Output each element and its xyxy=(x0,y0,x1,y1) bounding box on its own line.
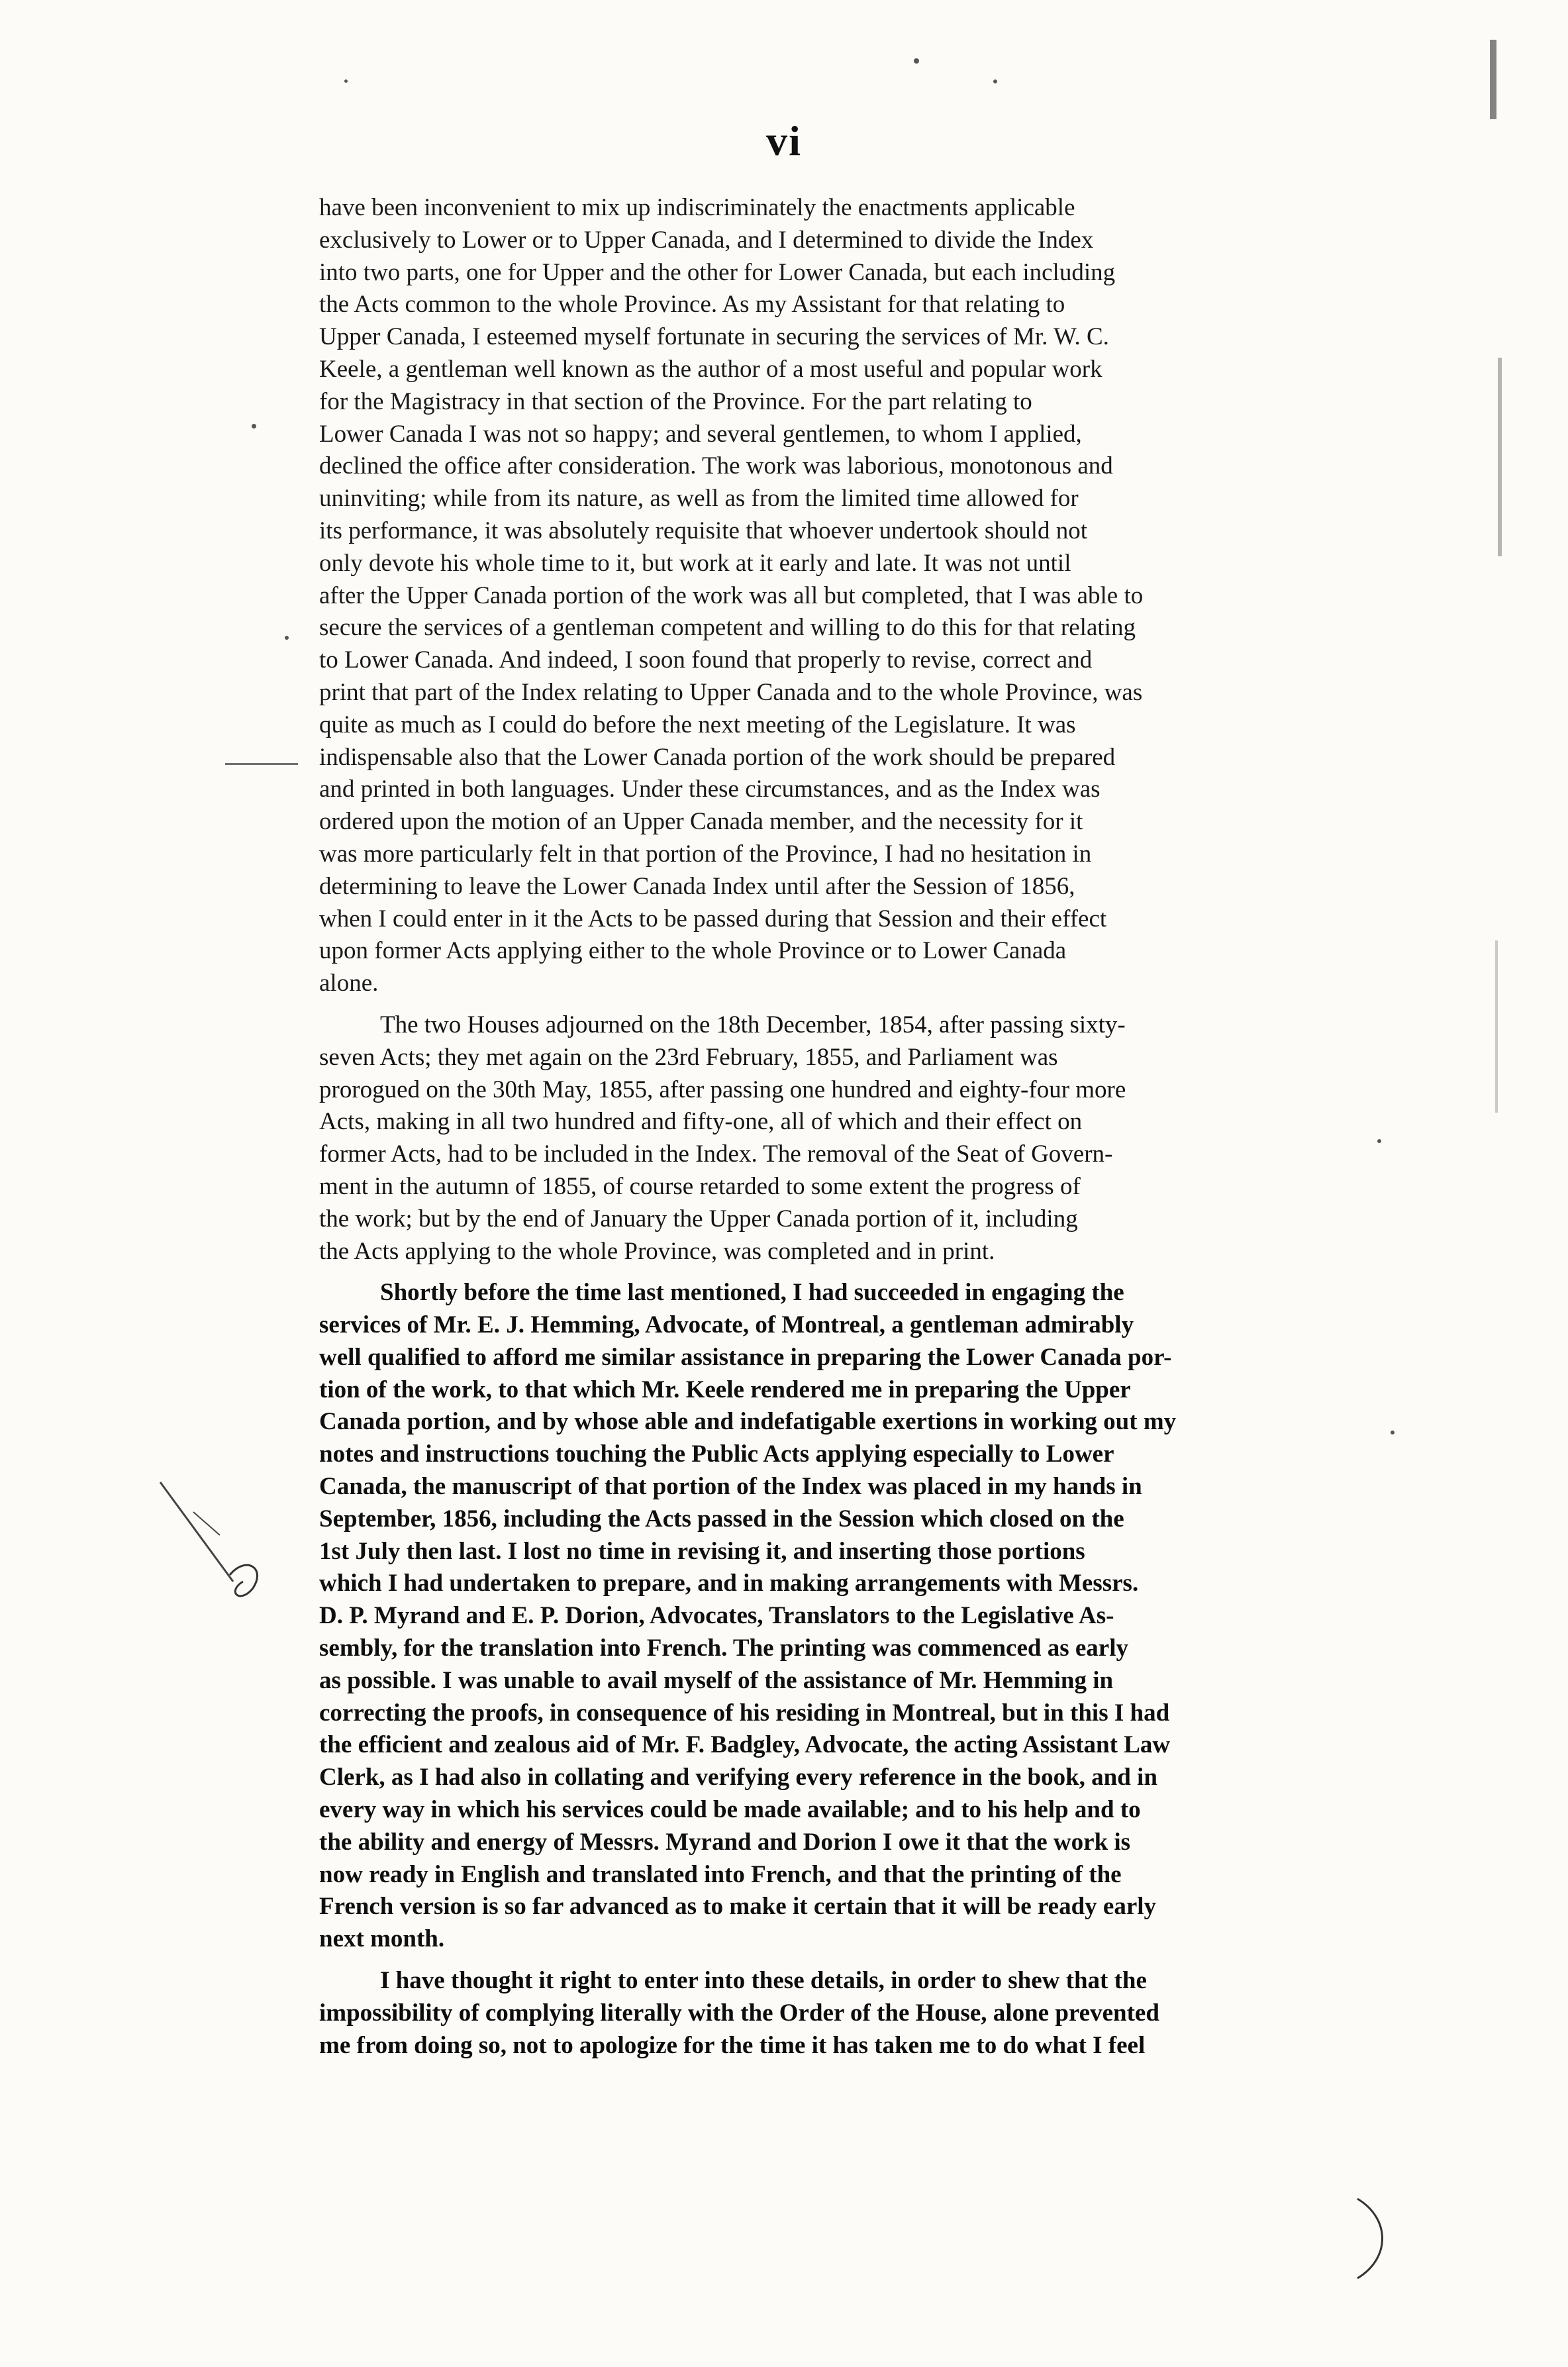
paragraph-2 xyxy=(319,1009,1319,1268)
text-line: 1st July then last. I lost no time in revising it, and inserting those portions xyxy=(319,1537,1085,1565)
text-line: quite as much as I could do before the next meeting of the Legislature. It was xyxy=(319,711,1076,738)
text-line: determining to leave the Lower Canada Index until after the Session of 1856, xyxy=(319,872,1075,900)
scan-speck xyxy=(1377,1139,1381,1143)
text-line: I have thought it right to enter into these details, in order to shew that the xyxy=(380,1967,1147,1995)
scan-speck xyxy=(344,79,348,83)
text-line: services of Mr. E. J. Hemming, Advocate, of Montreal, a gentleman admirably xyxy=(319,1311,1134,1339)
text-line: indispensable also that the Lower Canada portion of the work should be prepared xyxy=(319,743,1116,771)
text-line: ment in the autumn of 1855, of course retarded to some extent the progress of xyxy=(319,1172,1081,1200)
paragraph-3 xyxy=(319,1277,1319,1956)
text-line: uninviting; while from its nature, as well as from the limited time allowed for xyxy=(319,485,1079,513)
margin-pencil-mark xyxy=(154,1476,273,1608)
text-line: only devote his whole time to it, but work at it early and late. It was not until xyxy=(319,549,1071,577)
text-line: after the Upper Canada portion of the work was all but completed, that I was able to xyxy=(319,581,1144,609)
text-line: print that part of the Index relating to Upper Canada and to the whole Province, was xyxy=(319,678,1143,706)
scan-edge-mark xyxy=(1498,358,1502,556)
scan-speck xyxy=(252,424,256,428)
text-line: when I could enter in it the Acts to be passed during that Session and their effect xyxy=(319,905,1107,932)
text-line: sembly, for the translation into French. The printing was commenced as early xyxy=(319,1635,1128,1662)
scan-speck xyxy=(1391,1431,1395,1435)
text-line: its performance, it was absolutely requisite that whoever undertook should not xyxy=(319,517,1088,544)
text-line: the Acts common to the whole Province. As my Assistant for that relating to xyxy=(319,291,1065,319)
text-line: the ability and energy of Messrs. Myrand and Dorion I owe it that the work is xyxy=(319,1828,1131,1856)
text-line: and printed in both languages. Under these circumstances, and as the Index was xyxy=(319,776,1101,803)
text-line: the Acts applying to the whole Province, was completed and in print. xyxy=(319,1237,995,1265)
text-line: exclusively to Lower or to Upper Canada, and I determined to divide the Index xyxy=(319,226,1094,254)
scan-dash-mark xyxy=(225,763,298,765)
text-line: for the Magistracy in that section of the Province. For the part relating to xyxy=(319,387,1032,415)
text-line: tion of the work, to that which Mr. Keele rendered me in preparing the Upper xyxy=(319,1376,1131,1403)
paragraph-1 xyxy=(319,192,1319,1000)
text-line: Acts, making in all two hundred and fifty-one, all of which and their effect on xyxy=(319,1108,1083,1136)
text-line: the work; but by the end of January the Upper Canada portion of it, including xyxy=(319,1205,1078,1233)
scan-edge-mark xyxy=(1490,40,1496,119)
text-line: secure the services of a gentleman competent and willing to do this for that relating xyxy=(319,614,1136,642)
text-line: correcting the proofs, in consequence of his residing in Montreal, but in this I had xyxy=(319,1699,1170,1727)
margin-bracket-mark xyxy=(1351,2192,1397,2285)
text-line: September, 1856, including the Acts passed in the Session which closed on the xyxy=(319,1505,1124,1533)
text-line: Upper Canada, I esteemed myself fortunate in securing the services of Mr. W. C. xyxy=(319,323,1109,351)
text-line: Canada, the manuscript of that portion of the Index was placed in my hands in xyxy=(319,1473,1142,1501)
text-line: Lower Canada I was not so happy; and several gentlemen, to whom I applied, xyxy=(319,420,1082,448)
scan-speck xyxy=(914,58,919,64)
text-line: notes and instructions touching the Public Acts applying especially to Lower xyxy=(319,1440,1114,1468)
text-line: Clerk, as I had also in collating and verifying every reference in the book, and in xyxy=(319,1764,1157,1791)
scan-edge-mark xyxy=(1495,940,1498,1113)
text-line: upon former Acts applying either to the whole Province or to Lower Canada xyxy=(319,937,1067,965)
scan-speck xyxy=(285,636,289,640)
scan-speck xyxy=(993,79,997,83)
text-line: D. P. Myrand and E. P. Dorion, Advocates, Translators to the Legislative As- xyxy=(319,1602,1114,1630)
text-line: prorogued on the 30th May, 1855, after passing one hundred and eighty-four more xyxy=(319,1076,1126,1103)
text-line: well qualified to afford me similar assistance in preparing the Lower Canada por- xyxy=(319,1343,1172,1371)
text-line: now ready in English and translated into French, and that the printing of the xyxy=(319,1860,1122,1888)
text-line: The two Houses adjourned on the 18th December, 1854, after passing sixty- xyxy=(380,1011,1126,1038)
text-line: former Acts, had to be included in the Index. The removal of the Seat of Govern- xyxy=(319,1140,1113,1168)
text-line: me from doing so, not to apologize for the time it has taken me to do what I feel xyxy=(319,2031,1146,2059)
text-line: French version is so far advanced as to make it certain that it will be ready early xyxy=(319,1893,1157,1921)
text-line: impossibility of complying literally with the Order of the House, alone prevented xyxy=(319,1999,1159,2027)
text-line: every way in which his services could be made available; and to his help and to xyxy=(319,1796,1141,1824)
text-line: alone. xyxy=(319,970,379,997)
text-line: to Lower Canada. And indeed, I soon found that properly to revise, correct and xyxy=(319,646,1093,674)
text-line: declined the office after consideration. The work was laborious, monotonous and xyxy=(319,452,1113,480)
text-line: ordered upon the motion of an Upper Canada member, and the necessity for it xyxy=(319,808,1083,836)
text-line: next month. xyxy=(319,1925,445,1953)
text-line: seven Acts; they met again on the 23rd February, 1855, and Parliament was xyxy=(319,1043,1058,1071)
page-number: vi xyxy=(766,117,802,164)
text-line: Keele, a gentleman well known as the author of a most useful and popular work xyxy=(319,355,1102,383)
text-line: as possible. I was unable to avail myself of the assistance of Mr. Hemming in xyxy=(319,1666,1114,1694)
text-line: was more particularly felt in that portion of the Province, I had no hesitation in xyxy=(319,840,1092,868)
text-line: Shortly before the time last mentioned, I had succeeded in engaging the xyxy=(380,1279,1124,1307)
text-line: the efficient and zealous aid of Mr. F. Badgley, Advocate, the acting Assistant Law xyxy=(319,1731,1171,1759)
paragraph-4 xyxy=(319,1965,1319,2062)
text-line: which I had undertaken to prepare, and in making arrangements with Messrs. xyxy=(319,1570,1139,1597)
body-text xyxy=(319,192,1319,2062)
text-line: into two parts, one for Upper and the other for Lower Canada, but each including xyxy=(319,258,1116,286)
text-line: Canada portion, and by whose able and indefatigable exertions in working out my xyxy=(319,1408,1177,1436)
text-line: have been inconvenient to mix up indiscriminately the enactments applicable xyxy=(319,194,1075,221)
